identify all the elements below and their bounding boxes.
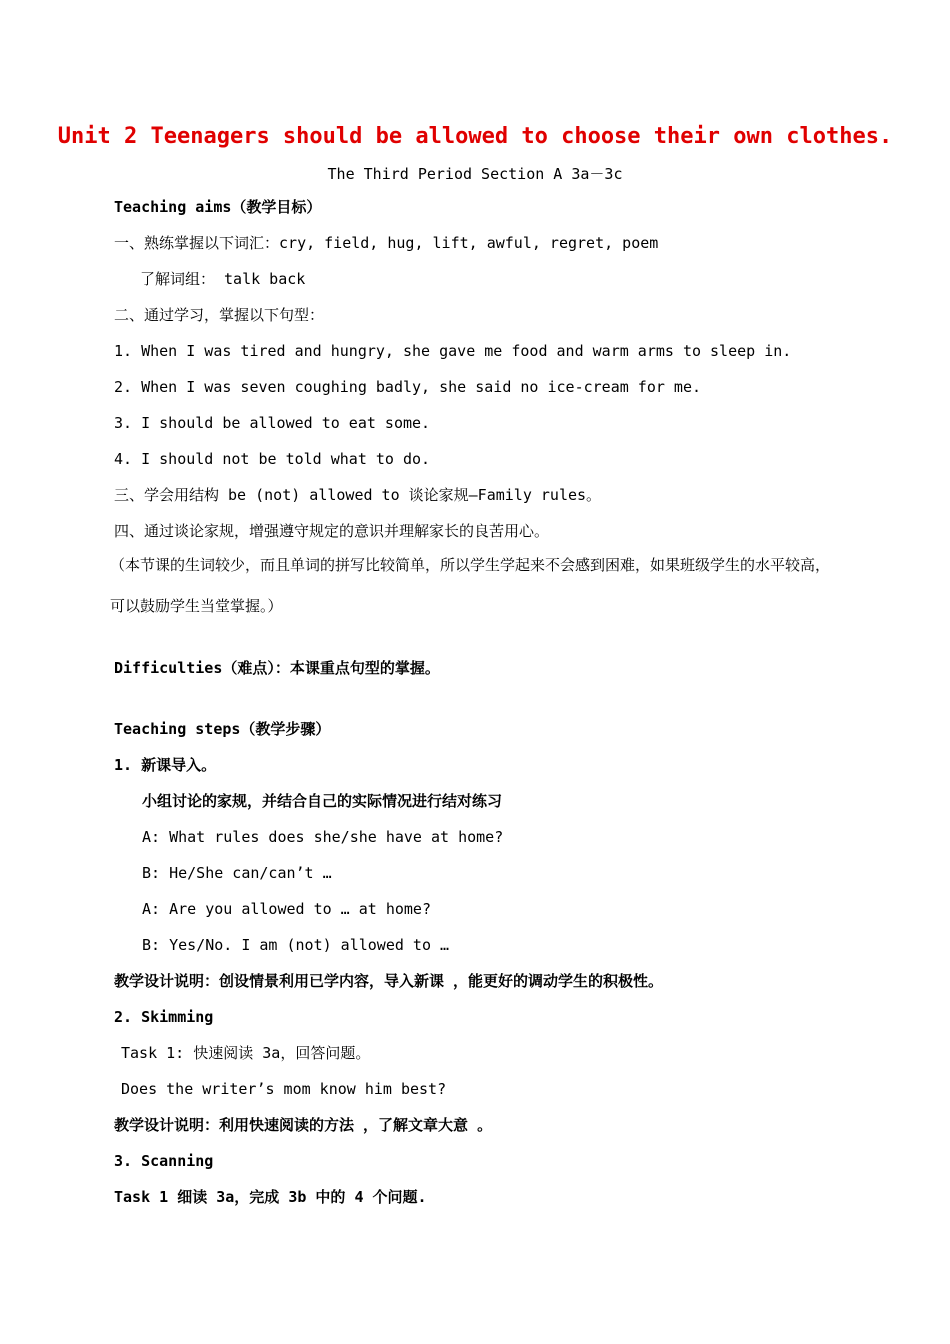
teaching-steps-heading: Teaching steps（教学步骤） [114,720,331,738]
sentence-item: 3. I should be allowed to eat some. [114,414,431,432]
step3-title: 3. Scanning [114,1152,214,1170]
step1-title: 1. 新课导入。 [114,756,217,774]
document-title: Unit 2 Teenagers should be allowed to choose their own clothes. [57,124,893,149]
difficulties-line: Difficulties（难点）：本课重点句型的掌握。 [114,659,440,677]
dialog-line: B: Yes/No. I am (not) allowed to … [142,936,450,954]
step3-task: Task 1 细读 3a，完成 3b 中的 4 个问题. [114,1188,427,1206]
sentence-item: 2. When I was seven coughing badly, she said no ice-cream for me. [114,378,701,396]
step2-question: Does the writer’s mom know him best? [121,1080,447,1098]
aim-awareness: 四、通过谈论家规，增强遵守规定的意识并理解家长的良苦用心。 [114,522,550,540]
step2-task: Task 1: 快速阅读 3a，回答问题。 [121,1044,371,1062]
aim-structure: 三、学会用结构 be (not) allowed to 谈论家规—Family rules。 [114,486,602,504]
teaching-aims-heading: Teaching aims（教学目标） [114,198,322,216]
aim-vocabulary: 一、熟练掌握以下词汇：cry, field, hug, lift, awful, regret, poem [114,234,659,252]
dialog-line: A: Are you allowed to … at home? [142,900,431,918]
aim-sentence-patterns: 二、通过学习，掌握以下句型： [114,306,325,324]
dialog-line: A: What rules does she/she have at home? [142,828,504,846]
sentence-item: 1. When I was tired and hungry, she gave me food and warm arms to sleep in. [114,342,792,360]
sentence-item: 4. I should not be told what to do. [114,450,431,468]
step2-design-note: 教学设计说明：利用快速阅读的方法 ，了解文章大意 。 [114,1116,493,1134]
step2-title: 2. Skimming [114,1008,214,1026]
aim-phrase: 了解词组： talk back [140,270,306,288]
step1-intro: 小组讨论的家规，并结合自己的实际情况进行结对练习 [142,792,503,810]
dialog-line: B: He/She can/can’t … [142,864,332,882]
aims-note: （本节课的生词较少，而且单词的拼写比较简单，所以学生学起来不会感到困难，如果班级学生的水平较高，可以鼓励学生当堂掌握。） [110,556,831,615]
document-subtitle: The Third Period Section A 3a－3c [327,165,623,183]
step1-design-note: 教学设计说明：创设情景利用已学内容，导入新课 ，能更好的调动学生的积极性。 [114,972,664,990]
